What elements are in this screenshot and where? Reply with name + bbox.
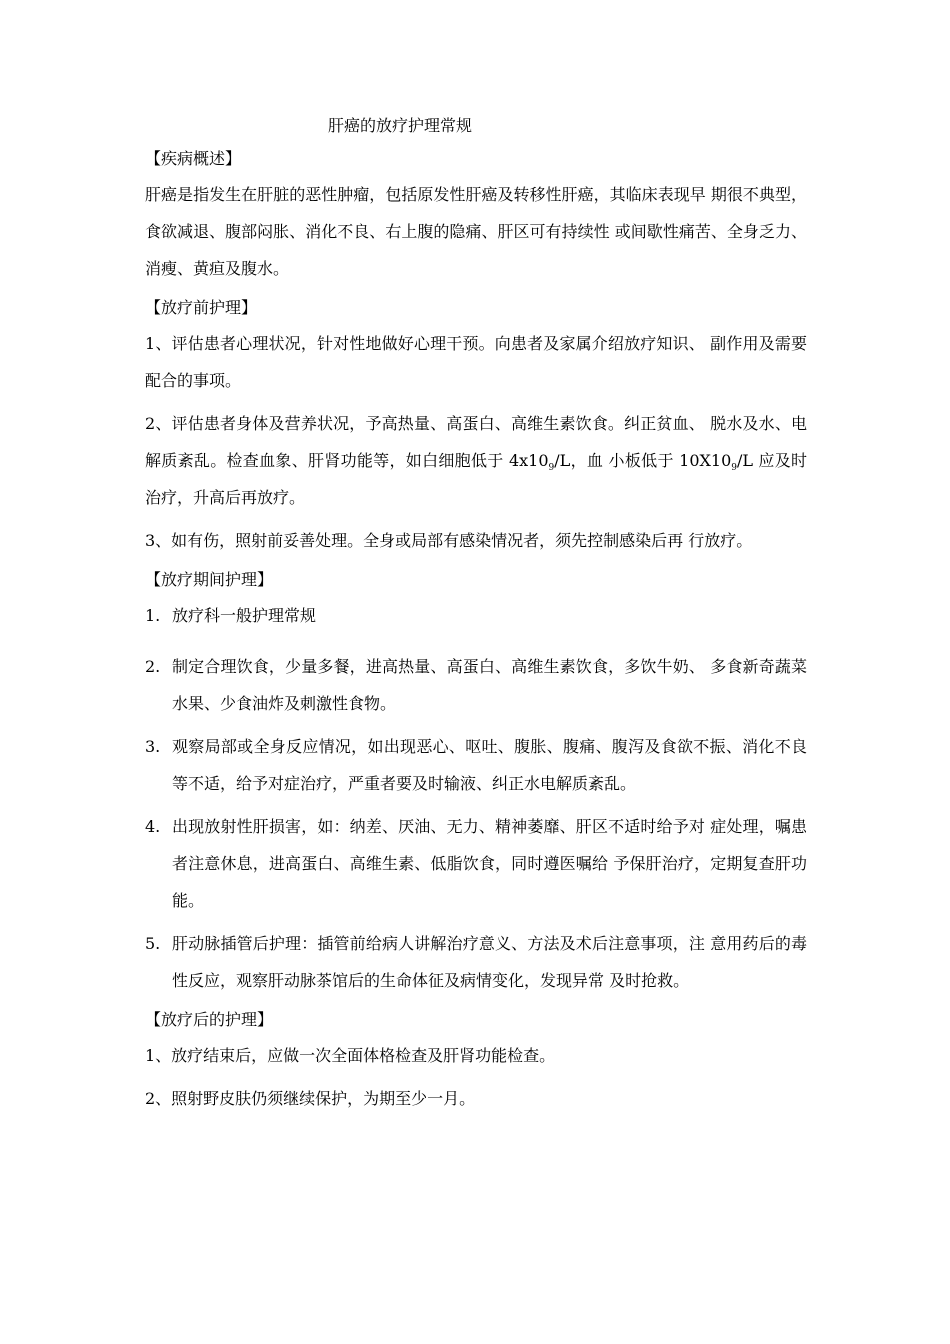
list-item-text: 观察局部或全身反应情况，如出现恶心、呕吐、腹胀、腹痛、腹泻及食欲不振、消化不良等不适，给予对症治疗，严重者要及时输液、纠正水电解质紊乱。 bbox=[172, 737, 807, 793]
exponent-9-first: 9 bbox=[548, 463, 555, 474]
document-body bbox=[145, 112, 807, 1123]
pre-care-item-2 bbox=[145, 405, 807, 516]
pre-care-item-3: 3、如有伤，照射前妥善处理。全身或局部有感染情况者，须先控制感染后再 行放疗。 bbox=[145, 531, 753, 550]
list-item-text: 制定合理饮食，少量多餐，进高热量、高蛋白、高维生素饮食，多饮牛奶、 多食新奇蔬菜水果、少食油炸及刺激性食物。 bbox=[172, 657, 807, 713]
list-item bbox=[145, 597, 807, 634]
list-item-number: 3. bbox=[145, 737, 161, 756]
exponent-9-second: 9 bbox=[731, 463, 737, 474]
list-item-number: 1. bbox=[145, 606, 161, 625]
list-item-text: 肝动脉插管后护理：插管前给病人讲解治疗意义、方法及术后注意事项，注 意用药后的毒性反应，观察肝动脉茶馆后的生命体征及病情变化，发现异常 及时抢救。 bbox=[172, 934, 807, 990]
list-item-number: 4. bbox=[145, 817, 161, 836]
document-title: 肝癌的放疗护理常规 bbox=[328, 116, 473, 135]
section-heading-during-radiotherapy: 【放疗期间护理】 bbox=[145, 570, 274, 589]
section-heading-post-radiotherapy: 【放疗后的护理】 bbox=[145, 1010, 274, 1029]
post-care-item-1: 1、放疗结束后，应做一次全面体格检查及肝肾功能检查。 bbox=[145, 1046, 556, 1065]
section-heading-overview: 【疾病概述】 bbox=[145, 149, 242, 168]
list-item bbox=[145, 925, 807, 999]
post-care-item-2: 2、照射野皮肤仍须继续保护，为期至少一月。 bbox=[145, 1089, 476, 1108]
pre-care-item-2-part1: 2、评估患者身体及营养状况，予高热量、高蛋白、高维生素饮食。纠正贫血、 脱水及水、电解质紊乱。检查血象、肝肾功能等，如白细胞低于 4x10 bbox=[145, 414, 807, 470]
list-item bbox=[145, 728, 807, 802]
list-item bbox=[145, 808, 807, 919]
list-item-text: 出现放射性肝损害，如：纳差、厌油、无力、精神萎靡、肝区不适时给予对 症处理，嘱患者注意休息，进高蛋白、高维生素、低脂饮食，同时遵医嘱给 予保肝治疗，定期复查肝功能。 bbox=[172, 817, 807, 910]
list-item-number: 5. bbox=[145, 934, 161, 953]
list-item-text: 放疗科一般护理常规 bbox=[172, 606, 317, 625]
pre-care-item-2-part3: /L 应及时治疗，升高后再放疗。 bbox=[145, 451, 807, 507]
section-heading-pre-radiotherapy: 【放疗前护理】 bbox=[145, 298, 258, 317]
list-item bbox=[145, 648, 807, 722]
pre-care-item-2-part2: /L，血 小板低于 10X10 bbox=[554, 451, 732, 470]
pre-care-item-1: 1、评估患者心理状况，针对性地做好心理干预。向患者及家属介绍放疗知识、 副作用及需要配合的事项。 bbox=[145, 334, 807, 390]
overview-paragraph: 肝癌是指发生在肝脏的恶性肿瘤，包括原发性肝癌及转移性肝癌，其临床表现早 期很不典型，食欲减退、腹部闷胀、消化不良、右上腹的隐痛、肝区可有持续性 或间歇性痛苦、全身乏力、消瘦、黄疸及腹水。 bbox=[145, 185, 807, 278]
during-care-list bbox=[145, 597, 807, 999]
list-item-number: 2. bbox=[145, 657, 161, 676]
